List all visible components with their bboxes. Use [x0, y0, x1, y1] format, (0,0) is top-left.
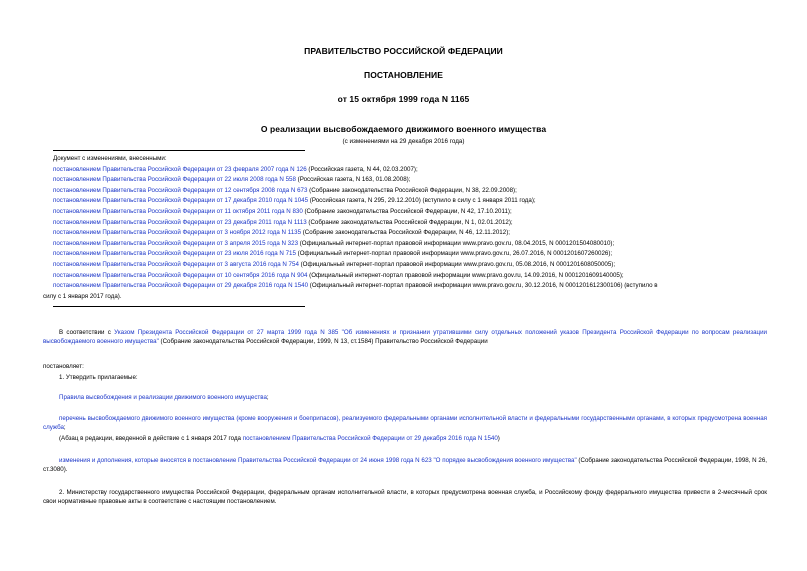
government-heading: ПРАВИТЕЛЬСТВО РОССИЙСКОЙ ФЕДЕРАЦИИ	[304, 46, 503, 56]
document-title: О реализации высвобождаемого движимого военного имущества	[260, 124, 547, 134]
change-link[interactable]: постановлением Правительства Российской Федерации от 11 октября 2011 года N 830	[53, 207, 303, 215]
item-1-text: 1. Утвердить прилагаемые:	[59, 374, 138, 381]
change-source: (Официальный интернет-портал правовой информации www.pravo.gov.ru, 05.08.2016, N 0001201608050005);	[298, 260, 616, 268]
change-link[interactable]: постановлением Правительства Российской Федерации от 23 февраля 2007 года N 126	[53, 165, 307, 173]
change-source: (Официальный интернет-портал правовой информации www.pravo.gov.ru, 26.07.2016, N 0001201607260026);	[295, 250, 613, 258]
change-source: (Российская газета, N 163, 01.08.2008);	[295, 176, 411, 184]
change-item	[53, 239, 773, 250]
amendment-note-text: (Абзац в редакции, введенной в действие с 1 января 2017 года	[59, 435, 243, 442]
decrees-text: постановляет:	[43, 363, 84, 370]
rules-end: ;	[266, 394, 269, 401]
preamble-paragraph	[43, 328, 767, 347]
change-source: (Российская газета, N 44, 02.03.2007);	[306, 165, 418, 173]
amendments-source: (Собрание законодательства Российской Федерации, 1998, N 26, ст.3080).	[43, 457, 767, 474]
change-item	[53, 186, 773, 197]
rules-paragraph	[59, 393, 269, 402]
amendment-note	[59, 434, 500, 443]
list-paragraph	[43, 414, 767, 433]
change-item	[53, 175, 773, 186]
change-link[interactable]: постановлением Правительства Российской Федерации от 3 августа 2016 года N 754	[53, 260, 299, 268]
change-item	[53, 281, 773, 292]
change-source: (Официальный интернет-портал правовой информации www.pravo.gov.ru, 14.09.2016, N 0001201609140005);	[307, 271, 624, 279]
preamble-source: (Собрание законодательства Российской Федерации, 1999, N 13, ст.1584) Правительство Российской Федерации	[158, 338, 488, 346]
change-item	[53, 271, 773, 282]
change-item	[53, 260, 773, 271]
change-link[interactable]: постановлением Правительства Российской Федерации от 3 апреля 2015 года N 323	[53, 239, 299, 247]
change-source: (Российская газета, N 295, 29.12.2010) (вступило в силу с 1 января 2011 года);	[308, 197, 536, 205]
list-link[interactable]: перечень высвобождаемого движимого военного имущества (кроме вооружения и боеприпасов), реализуемого федеральными органами исполнительной власти и федеральными государственными органами, в которых предусмотрена военная служба	[43, 415, 767, 432]
change-source: (Официальный интернет-портал правовой информации www.pravo.gov.ru, 08.04.2015, N 0001201504080010);	[298, 239, 615, 247]
preamble-text: В соответствии с	[59, 329, 115, 336]
changes-intro: Документ с изменениями, внесенными:	[53, 155, 167, 162]
change-item	[53, 207, 773, 218]
revision-note: (с изменениями на 29 декабря 2016 года)	[342, 138, 465, 145]
change-source: (Собрание законодательства Российской Федерации, N 1, 02.01.2012);	[306, 218, 513, 226]
change-item	[53, 165, 773, 176]
change-item	[53, 218, 773, 229]
item-2-paragraph: 2. Министерству государственного имущества Российской Федерации, федеральным органам исполнительной власти, в которых предусмотрена военная служба, и Российскому фонду федерального имущества привести в 2-месячный срок свои нормативные правовые акты в соответствие с настоящим постановлением.	[43, 489, 767, 506]
change-item	[53, 196, 773, 207]
divider-bottom	[53, 306, 305, 307]
amendments-link[interactable]: изменения и дополнения, которые вносятся в постановление Правительства Российской Федерации от 24 июня 1998 года N 623 "О порядке высвобождения военного имущества"	[59, 457, 577, 464]
change-source: (Собрание законодательства Российской Федерации, N 38, 22.09.2008);	[307, 186, 517, 194]
change-link[interactable]: постановлением Правительства Российской Федерации от 23 декабря 2011 года N 1113	[53, 218, 307, 226]
rules-link[interactable]: Правила высвобождения и реализации движимого военного имущества	[59, 394, 267, 401]
amendment-note-link[interactable]: постановлением Правительства Российской Федерации от 29 декабря 2016 года N 1540	[242, 435, 498, 442]
changes-list	[43, 154, 773, 302]
change-link[interactable]: постановлением Правительства Российской Федерации от 3 ноября 2012 года N 1135	[53, 229, 302, 237]
change-source: (Собрание законодательства Российской Федерации, N 46, 12.11.2012);	[301, 229, 510, 237]
change-item-continuation: силу с 1 января 2017 года).	[43, 292, 122, 300]
list-end: ;	[63, 424, 66, 432]
amendments-paragraph	[43, 456, 767, 475]
change-link[interactable]: постановлением Правительства Российской Федерации от 29 декабря 2016 года N 1540	[53, 282, 309, 290]
change-link[interactable]: постановлением Правительства Российской Федерации от 12 сентября 2008 года N 673	[53, 186, 308, 194]
change-source: (Собрание законодательства Российской Федерации, N 42, 17.10.2011);	[302, 207, 512, 215]
change-link[interactable]: постановлением Правительства Российской Федерации от 17 декабря 2010 года N 1045	[53, 197, 309, 205]
document-type-heading: ПОСТАНОВЛЕНИЕ	[364, 70, 443, 80]
change-link[interactable]: постановлением Правительства Российской Федерации от 22 июля 2008 года N 558	[53, 176, 296, 184]
change-link[interactable]: постановлением Правительства Российской Федерации от 23 июля 2016 года N 715	[53, 250, 296, 258]
presidential-decree-link[interactable]: Указом Президента Российской Федерации от 27 марта 1999 года N 385 "Об изменениях и признании утратившими силу отдельных положений указов Президента Российской Федерации по вопросам реализации высвобождаемого военного имущества"	[43, 329, 768, 346]
document-date: от 15 октября 1999 года N 1165	[337, 94, 470, 104]
amendment-note-end: )	[497, 435, 500, 442]
change-link[interactable]: постановлением Правительства Российской Федерации от 10 сентября 2016 года N 904	[53, 271, 308, 279]
divider-top	[53, 150, 305, 151]
change-item	[53, 249, 773, 260]
change-item	[53, 228, 773, 239]
change-source: (Официальный интернет-портал правовой информации www.pravo.gov.ru, 30.12.2016, N 0001201612300106) (вступило в	[308, 282, 658, 290]
